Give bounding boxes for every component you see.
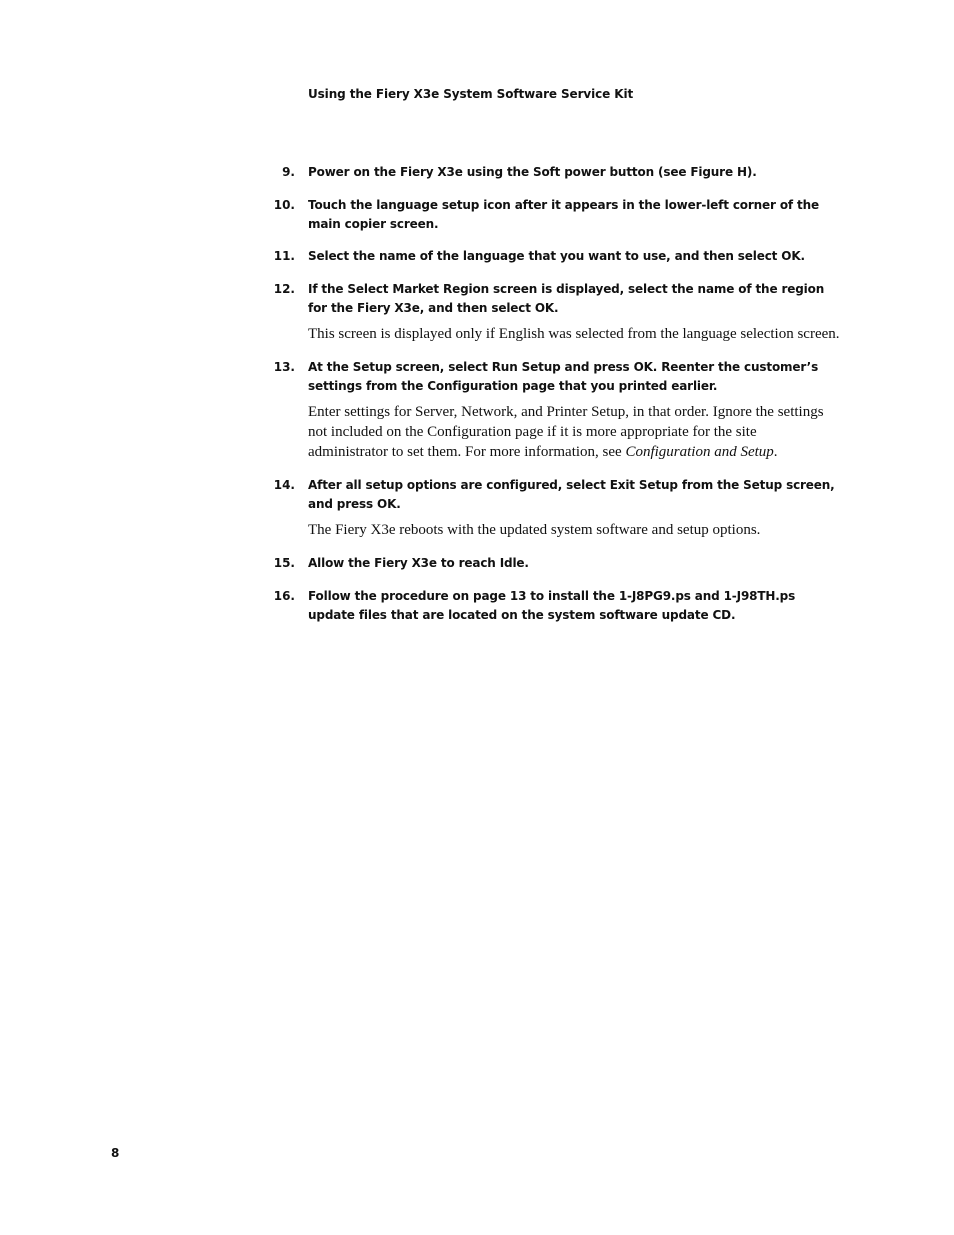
step-title: Select the name of the language that you want to use, and then select OK.	[308, 249, 805, 263]
step-number: 14.	[273, 478, 295, 492]
step-number: 13.	[273, 360, 295, 374]
document-reference: Configuration and Setup	[625, 444, 774, 460]
running-header: Using the Fiery X3e System Software Service Kit	[308, 87, 634, 101]
step-title: After all setup options are configured, select Exit Setup from the Setup screen, and press OK.	[308, 478, 835, 511]
step-14	[270, 476, 840, 540]
step-10	[270, 196, 840, 234]
procedure-steps	[270, 163, 840, 625]
step-title: Touch the language setup icon after it appears in the lower-left corner of the main copier screen.	[308, 198, 819, 231]
step-11	[270, 247, 840, 266]
step-number: 15.	[273, 556, 295, 570]
step-16	[270, 587, 840, 625]
step-15	[270, 554, 840, 573]
step-body	[308, 402, 840, 462]
step-13	[270, 358, 840, 462]
step-number: 12.	[273, 282, 295, 296]
step-title: At the Setup screen, select Run Setup and press OK. Reenter the customer’s settings from the Configuration page that you printed earlier.	[308, 360, 819, 393]
step-title: If the Select Market Region screen is displayed, select the name of the region for the Fiery X3e, and then select OK.	[308, 282, 825, 315]
step-12	[270, 280, 840, 344]
step-title: Power on the Fiery X3e using the Soft power button (see Figure H).	[308, 165, 757, 179]
step-body-end: .	[773, 444, 778, 460]
step-number: 11.	[273, 249, 295, 263]
step-number: 16.	[273, 589, 295, 603]
step-number: 10.	[273, 198, 295, 212]
step-number: 9.	[282, 165, 295, 179]
step-title: Allow the Fiery X3e to reach Idle.	[308, 556, 529, 570]
step-body: This screen is displayed only if English was selected from the language selection screen.	[308, 326, 840, 342]
page-number: 8	[111, 1146, 120, 1160]
step-body-text: Enter settings for Server, Network, and Printer Setup, in that order. Ignore the settings not included on the Configuration page if it is more appropriate for the site administrator to set them. For more information, see	[308, 404, 824, 460]
step-title: Follow the procedure on page 13 to install the 1-J8PG9.ps and 1-J98TH.ps update files that are located on the system software update CD.	[308, 589, 796, 622]
step-body: The Fiery X3e reboots with the updated system software and setup options.	[308, 522, 761, 538]
step-9	[270, 163, 840, 182]
